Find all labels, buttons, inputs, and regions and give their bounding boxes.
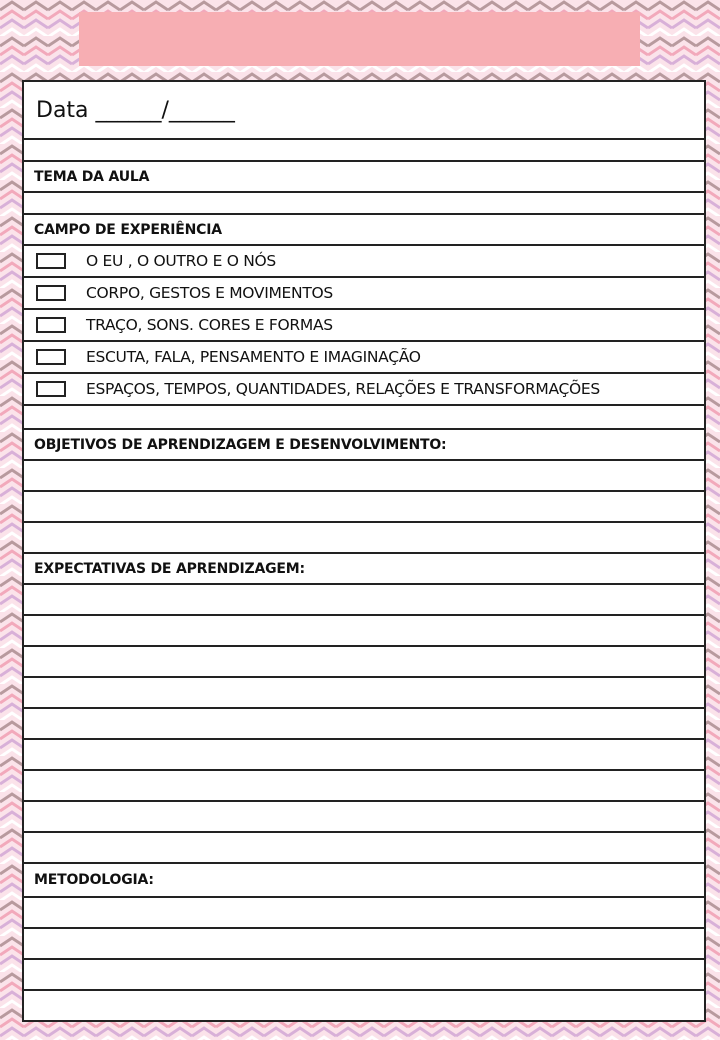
campo-option-eu-outro-nos[interactable]: O EU , O OUTRO E O NÓS bbox=[24, 246, 704, 278]
blank-line[interactable] bbox=[24, 523, 704, 554]
heading-campo-experiencia: CAMPO DE EXPERIÊNCIA bbox=[24, 215, 704, 246]
checkbox[interactable] bbox=[36, 253, 66, 269]
blank-line[interactable] bbox=[24, 929, 704, 960]
blank-line[interactable] bbox=[24, 647, 704, 678]
heading-objetivos: OBJETIVOS DE APRENDIZAGEM E DESENVOLVIMENTO: bbox=[24, 430, 704, 461]
blank-line[interactable] bbox=[24, 833, 704, 864]
date-row[interactable] bbox=[24, 82, 704, 140]
checkbox[interactable] bbox=[36, 381, 66, 397]
heading-metodologia: METODOLOGIA: bbox=[24, 864, 704, 898]
blank-line[interactable] bbox=[24, 960, 704, 991]
lesson-plan-sheet bbox=[22, 80, 706, 1022]
blank-line[interactable] bbox=[24, 616, 704, 647]
campo-option-escuta-fala[interactable]: ESCUTA, FALA, PENSAMENTO E IMAGINAÇÃO bbox=[24, 342, 704, 374]
campo-option-traco-sons[interactable]: TRAÇO, SONS. CORES E FORMAS bbox=[24, 310, 704, 342]
heading-tema: TEMA DA AULA bbox=[24, 162, 704, 193]
blank-line[interactable] bbox=[24, 461, 704, 492]
blank-line[interactable] bbox=[24, 406, 704, 430]
blank-line[interactable] bbox=[24, 193, 704, 215]
blank-line[interactable] bbox=[24, 709, 704, 740]
header-banner bbox=[79, 12, 640, 66]
blank-line[interactable] bbox=[24, 991, 704, 1020]
blank-line[interactable] bbox=[24, 492, 704, 523]
blank-line[interactable] bbox=[24, 771, 704, 802]
checkbox[interactable] bbox=[36, 317, 66, 333]
blank-line[interactable] bbox=[24, 585, 704, 616]
heading-expectativas: EXPECTATIVAS DE APRENDIZAGEM: bbox=[24, 554, 704, 585]
checkbox[interactable] bbox=[36, 285, 66, 301]
blank-line[interactable] bbox=[24, 898, 704, 929]
campo-option-corpo-gestos[interactable]: CORPO, GESTOS E MOVIMENTOS bbox=[24, 278, 704, 310]
blank-line[interactable] bbox=[24, 802, 704, 833]
campo-option-espacos-tempos[interactable]: ESPAÇOS, TEMPOS, QUANTIDADES, RELAÇÕES E TRANSFORMAÇÕES bbox=[24, 374, 704, 406]
date-label: Data ______/______ bbox=[36, 97, 235, 123]
blank-line[interactable] bbox=[24, 678, 704, 709]
blank-line[interactable] bbox=[24, 740, 704, 771]
checkbox[interactable] bbox=[36, 349, 66, 365]
blank-line[interactable] bbox=[24, 140, 704, 162]
